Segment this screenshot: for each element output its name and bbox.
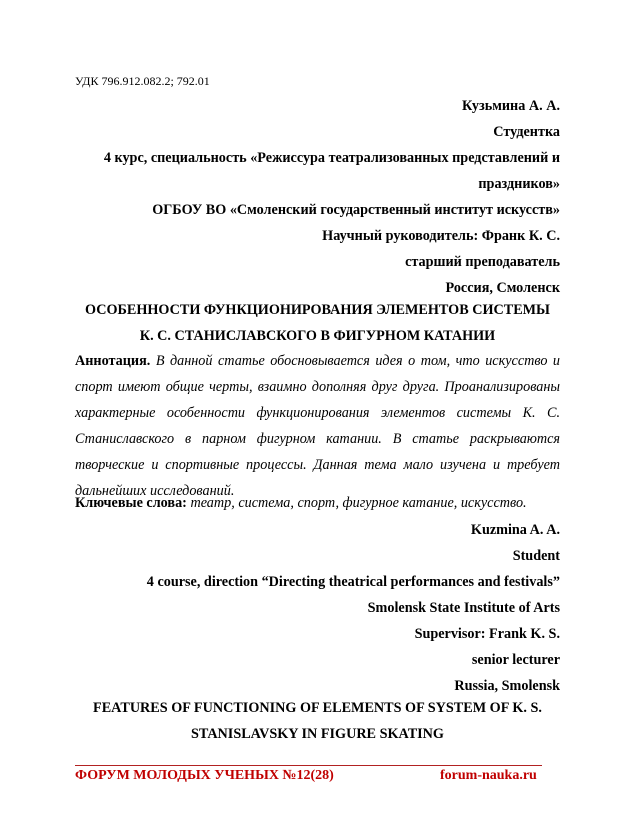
en-author-course: 4 course, direction “Directing theatrical performances and festivals” [146, 574, 560, 590]
ru-author-position: Студентка [493, 124, 560, 140]
ru-author-name: Кузьмина А. А. [461, 98, 560, 114]
abstract-text: В данной статье обосновывается идея о том, что искусство и спорт имеют общие черты, взаимно дополняя друг друга. Проанализированы характерные особенности функционирования элементов системы К. С. Станиславского в парном фигурном катании. В статье раскрываются творческие и спортивные процессы. Данная тема мало изучена и требует дальнейших исследований. [75, 353, 561, 499]
en-author-name: Kuzmina A. A. [470, 522, 560, 538]
abstract [75, 348, 560, 504]
en-supervisor: Supervisor: Frank K. S. [414, 626, 560, 642]
en-author-position: Student [512, 548, 560, 564]
keywords-label: Ключевые слова: [75, 495, 187, 511]
keywords [75, 495, 527, 512]
ru-supervisor: Научный руководитель: Франк К. С. [322, 228, 560, 244]
ru-author-course-line2: праздников» [478, 176, 560, 192]
en-supervisor-title: senior lecturer [471, 652, 560, 668]
footer-site-link[interactable]: forum-nauka.ru [440, 768, 537, 783]
keywords-text: театр, система, спорт, фигурное катание, искусство. [190, 495, 527, 511]
udk-code: УДК 796.912.082.2; 792.01 [75, 74, 210, 88]
ru-author-institution: ОГБОУ ВО «Смоленский государственный институт искусств» [152, 202, 560, 218]
ru-title-line1: ОСОБЕННОСТИ ФУНКЦИОНИРОВАНИЯ ЭЛЕМЕНТОВ СИСТЕМЫ [85, 302, 550, 318]
ru-author-course-line1: 4 курс, специальность «Режиссура театрализованных представлений и [103, 150, 560, 166]
en-title-line2: STANISLAVSKY IN FIGURE SKATING [191, 726, 444, 742]
en-title-line1: FEATURES OF FUNCTIONING OF ELEMENTS OF SYSTEM OF K. S. [93, 700, 542, 716]
en-author-institution: Smolensk State Institute of Arts [367, 600, 560, 616]
footer-divider [75, 765, 542, 766]
ru-location: Россия, Смоленск [445, 280, 560, 296]
ru-title-line2: К. С. СТАНИСЛАВСКОГО В ФИГУРНОМ КАТАНИИ [139, 328, 496, 344]
abstract-label: Аннотация. [75, 353, 151, 369]
en-location: Russia, Smolensk [454, 678, 560, 694]
ru-supervisor-title: старший преподаватель [405, 254, 560, 270]
footer-journal: ФОРУМ МОЛОДЫХ УЧЕНЫХ №12(28) [75, 768, 334, 783]
